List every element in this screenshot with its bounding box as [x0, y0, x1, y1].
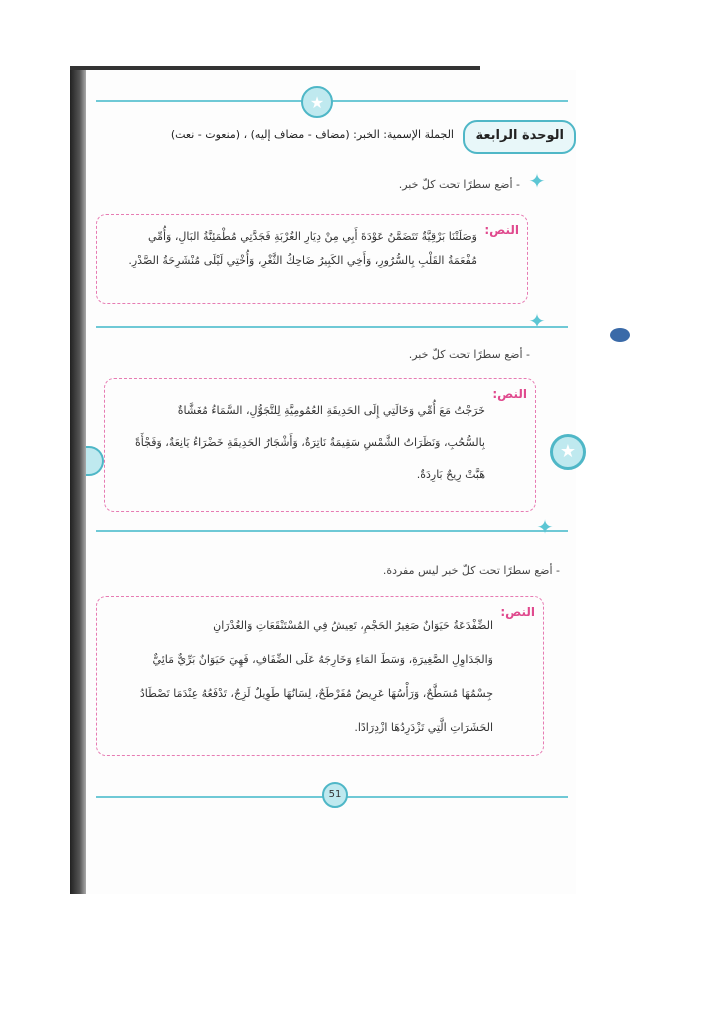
exercise-2-text-box: [104, 378, 536, 512]
exercise-1-text-box: [96, 214, 528, 304]
exercise-star-icon: ✦: [536, 515, 554, 539]
exercise-1-instruction: - أضع سطرًا تحت كلّ خبر.: [398, 178, 520, 191]
paragraph-line: بِالسُّحُبِ، وَنَظَرَاتُ الشَّمْسِ سَقِيمَةٌ نَاتِرَةٌ، وَأَشْجَارُ الحَدِيقَةِ خَضْرَاءُ يَانِعَةٌ، وَفَجْأَةً: [134, 436, 485, 449]
paragraph-line: جِسْمُهَا مُسَطَّحٌ، وَرَأْسُهَا عَرِيضٌ مُفَرْطَحٌ، لِسَانُهَا طَوِيلٌ لَزِجٌ، تَدْفَعُهُ عِنْدَمَا تَصْطَادُ: [139, 687, 493, 700]
paragraph-line: هَبَّتْ رِيحٌ بَارِدَةٌ.: [416, 468, 485, 481]
exercise-2-paragraph: [115, 395, 485, 491]
exercise-3-instruction: - أضع سطرًا تحت كلّ خبر ليس مفردة.: [382, 564, 560, 577]
exercise-1-paragraph: [107, 225, 477, 273]
paragraph-line: الحَشَرَاتِ الَّتِي تَزْدَرِدُهَا ازْدِرَادًا.: [354, 721, 493, 734]
right-star-icon: ★: [550, 434, 586, 470]
exercise-3-paragraph: [107, 609, 493, 745]
unit-title: الوحدة الرابعة: [463, 120, 576, 154]
text-label: النص:: [484, 223, 519, 237]
top-star-icon: ★: [301, 86, 333, 118]
scan-shadow-edge: [70, 66, 86, 894]
fish-icon: [610, 328, 630, 342]
paragraph-line: مُفْعَمَةُ القَلْبِ بِالسُّرُورِ، وَأَخِي الكَبِيرُ ضَاحِكُ الثَّغْرِ، وَأُخْتِي لَيْلَى مُنْشَرِحَةُ الصَّدْرِ.: [128, 254, 477, 267]
paragraph-line: وَالجَدَاوِلِ الصَّغِيرَةِ، وَسَطَ المَاءِ وَخَارِجَهُ عَلَى الضِّفَافِ، فَهِيَ حَيَوَانٌ بَرِّيٌّ مَائِيٌّ: [152, 653, 493, 666]
paragraph-line: خَرَجْتُ مَعَ أُمِّي وَخَالَتِي إِلَى الحَدِيقَةِ العُمُومِيَّةِ لِلتَّجَوُّلِ، السَّمَاءُ مُغَشَّاةٌ: [177, 404, 485, 417]
paragraph-line: الضِّفْدَعَةُ حَيَوَانٌ صَغِيرُ الحَجْمِ، تَعِيشُ فِي المُسْتَنْقَعَاتِ وَالغُدْرَانِ: [213, 619, 493, 632]
paragraph-line: وَصَلَتْنَا بَرْقِيَّةٌ تَتَضَمَّنُ عَوْدَةَ أَبِي مِنْ دِيَارِ الغُرْبَةِ فَجَدَّتِي مُطْمَئِنَّةُ البَالِ، وَأُمِّي: [147, 230, 477, 243]
exercise-star-icon: ✦: [528, 169, 546, 193]
unit-header: [88, 120, 576, 152]
section-divider: [96, 326, 568, 328]
text-label: النص:: [500, 605, 535, 619]
text-label: النص:: [492, 387, 527, 401]
exercise-3-text-box: [96, 596, 544, 756]
unit-topic: الجملة الإسمية: الخبر: (مضاف - مضاف إليه) ، (منعوت - نعت): [170, 128, 454, 141]
section-divider: [96, 530, 568, 532]
page-number: 51: [322, 782, 348, 808]
exercise-star-icon: ✦: [528, 309, 546, 333]
exercise-2-instruction: - أضع سطرًا تحت كلّ خبر.: [408, 348, 530, 361]
